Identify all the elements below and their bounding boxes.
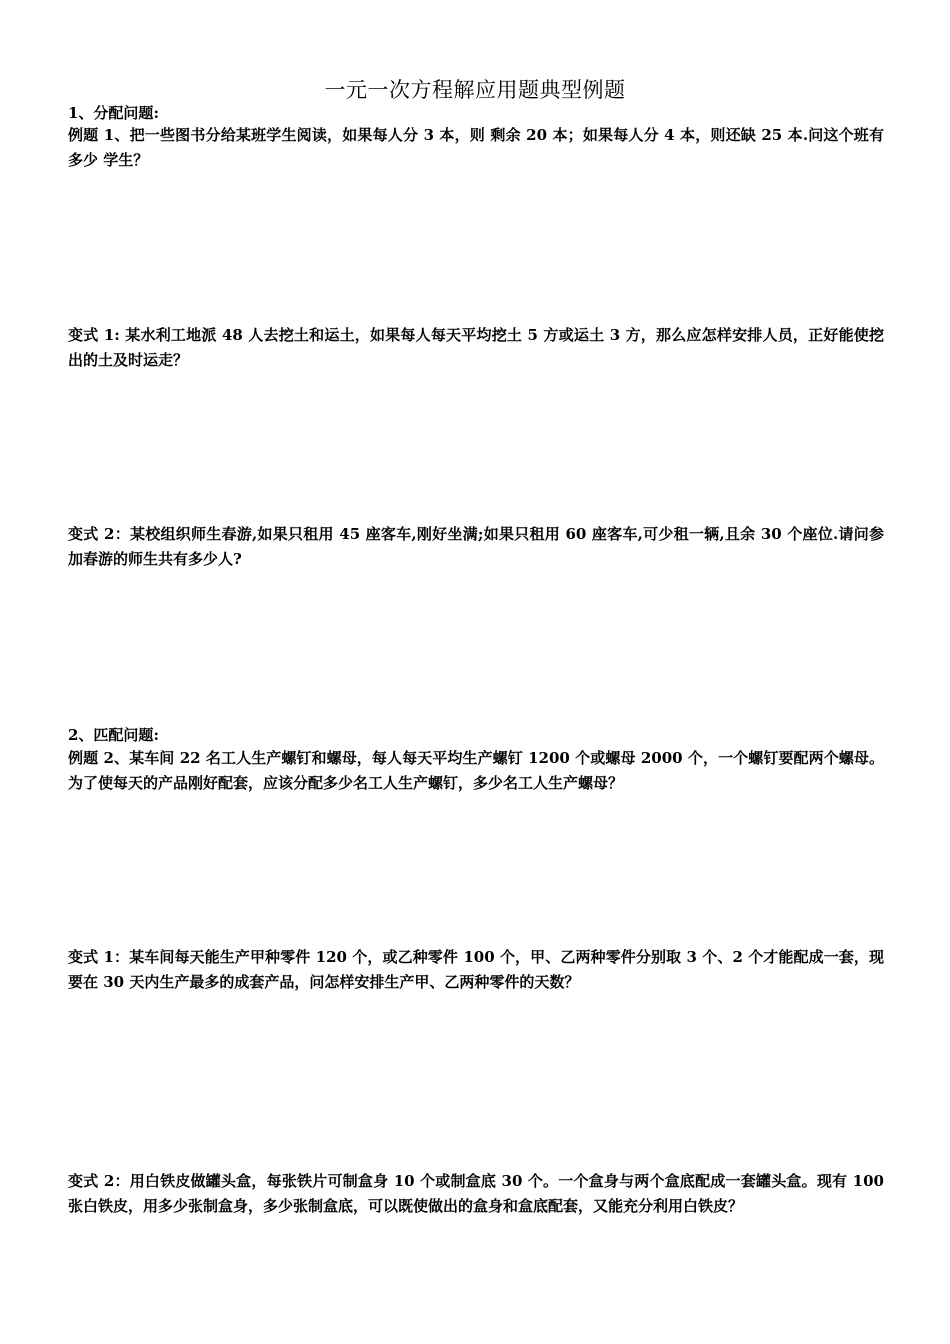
variant-problem-1-1: 变式 1: 某水利工地派 48 人去挖土和运土，如果每人每天平均挖土 5 方或运土 3 方，那么应怎样安排人员，正好能使挖出的土及时运走？	[68, 326, 884, 369]
variant-problem-1-2: 变式 2：某校组织师生春游,如果只租用 45 座客车,刚好坐满;如果只租用 60 座客车,可少租一辆,且余 30 个座位.请问参加春游的师生共有多少人?	[68, 525, 884, 568]
variant-problem-2-2: 变式 2：用白铁皮做罐头盒，每张铁片可制盒身 10 个或制盒底 30 个。一个盒身与两个盒底配成一套罐头盒。现有 100 张白铁皮，用多少张制盒身，多少张制盒底，可以既使做出的盒身和盒底配套，又能充分利用白铁皮？	[68, 1172, 884, 1215]
section-heading-distribution: 1、分配问题:	[68, 104, 159, 122]
example-problem-2: 例题 2、某车间 22 名工人生产螺钉和螺母，每人每天平均生产螺钉 1200 个或螺母 2000 个，一个螺钉要配两个螺母。为了使每天的产品刚好配套，应该分配多少名工人生产螺钉，多少名工人生产螺母？	[68, 749, 884, 792]
variant-problem-2-1: 变式 1：某车间每天能生产甲种零件 120 个，或乙种零件 100 个，甲、乙两种零件分别取 3 个、2 个才能配成一套，现要在 30 天内生产最多的成套产品，问怎样安排生产甲、乙两种零件的天数？	[68, 948, 884, 991]
example-problem-1: 例题 1、把一些图书分给某班学生阅读，如果每人分 3 本，则 剩余 20 本；如果每人分 4 本，则还缺 25 本.问这个班有多少 学生？	[68, 126, 884, 169]
section-heading-matching: 2、匹配问题:	[68, 726, 159, 744]
page-title: 一元一次方程解应用题典型例题	[324, 78, 626, 102]
